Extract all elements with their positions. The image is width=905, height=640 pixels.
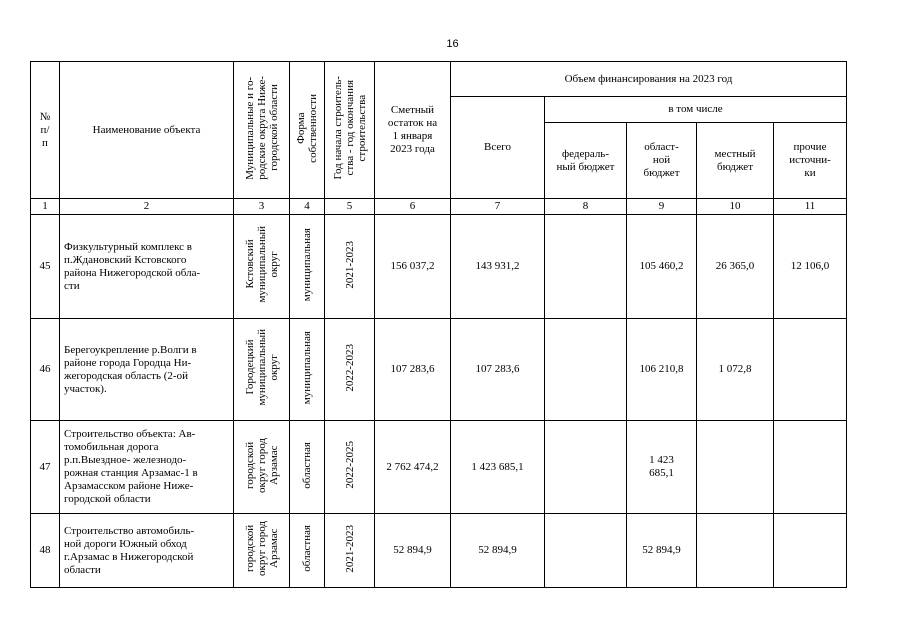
- federal-cell: [545, 319, 627, 421]
- header-ownership: Форма собственности: [290, 62, 325, 199]
- estimate-cell: 156 037,2: [375, 215, 451, 319]
- header-regional: област- ной бюджет: [627, 123, 697, 199]
- row-number: 45: [31, 215, 60, 319]
- ownership-cell: областная: [290, 514, 325, 588]
- ownership-cell: муниципальная: [290, 215, 325, 319]
- total-cell: 107 283,6: [451, 319, 545, 421]
- header-row-1: [31, 62, 847, 97]
- regional-cell: 105 460,2: [627, 215, 697, 319]
- estimate-cell: 107 283,6: [375, 319, 451, 421]
- years-cell: 2022-2025: [325, 421, 375, 514]
- column-number: 11: [774, 199, 847, 215]
- other-cell: [774, 514, 847, 588]
- column-number: 3: [234, 199, 290, 215]
- header-federal: федераль- ный бюджет: [545, 123, 627, 199]
- financing-table: [30, 61, 847, 588]
- column-number: 7: [451, 199, 545, 215]
- column-number: 6: [375, 199, 451, 215]
- total-cell: 52 894,9: [451, 514, 545, 588]
- other-cell: [774, 421, 847, 514]
- local-cell: 1 072,8: [697, 319, 774, 421]
- object-name: Строительство объекта: Ав- томобильная дорога р.п.Выездное- железнодо- рожная станция Арзамас-1 в Арзамасском районе Ниже- городской области: [60, 421, 234, 514]
- estimate-cell: 52 894,9: [375, 514, 451, 588]
- other-cell: 12 106,0: [774, 215, 847, 319]
- federal-cell: [545, 421, 627, 514]
- header-no: № п/ п: [31, 62, 60, 199]
- column-number: 2: [60, 199, 234, 215]
- column-number-row: [31, 199, 847, 215]
- estimate-cell: 2 762 474,2: [375, 421, 451, 514]
- years-cell: 2021-2023: [325, 215, 375, 319]
- object-name: Строительство автомобиль- ной дороги Южный обход г.Арзамас в Нижегородской области: [60, 514, 234, 588]
- total-cell: 1 423 685,1: [451, 421, 545, 514]
- column-number: 1: [31, 199, 60, 215]
- header-estimate: Сметный остаток на 1 января 2023 года: [375, 62, 451, 199]
- column-number: 4: [290, 199, 325, 215]
- regional-cell: 1 423 685,1: [627, 421, 697, 514]
- page-number: 16: [446, 38, 459, 50]
- table-row: [31, 319, 847, 421]
- header-municipality: Муниципальные и го- родские округа Ниже- городской области: [234, 62, 290, 199]
- row-number: 48: [31, 514, 60, 588]
- years-cell: 2022-2023: [325, 319, 375, 421]
- local-cell: [697, 514, 774, 588]
- table-row: [31, 215, 847, 319]
- regional-cell: 106 210,8: [627, 319, 697, 421]
- object-name: Физкультурный комплекс в п.Ждановский Кстовского района Нижегородской обла- сти: [60, 215, 234, 319]
- header-funding: Объем финансирования на 2023 год: [451, 62, 847, 97]
- municipality-cell: городской округ город Арзамас: [234, 514, 290, 588]
- row-number: 47: [31, 421, 60, 514]
- header-local: местный бюджет: [697, 123, 774, 199]
- municipality-cell: Кстовский муниципальный округ: [234, 215, 290, 319]
- years-cell: 2021-2023: [325, 514, 375, 588]
- header-including: в том числе: [545, 97, 847, 123]
- regional-cell: 52 894,9: [627, 514, 697, 588]
- object-name: Берегоукрепление р.Волги в районе города Городца Ни- жегородская область (2-ой участок).: [60, 319, 234, 421]
- total-cell: 143 931,2: [451, 215, 545, 319]
- table-row: [31, 514, 847, 588]
- municipality-cell: городской округ город Арзамас: [234, 421, 290, 514]
- other-cell: [774, 319, 847, 421]
- federal-cell: [545, 514, 627, 588]
- header-other: прочие источни- ки: [774, 123, 847, 199]
- column-number: 8: [545, 199, 627, 215]
- column-number: 9: [627, 199, 697, 215]
- federal-cell: [545, 215, 627, 319]
- header-name: Наименование объекта: [60, 62, 234, 199]
- column-number: 5: [325, 199, 375, 215]
- municipality-cell: Городецкий муниципальный округ: [234, 319, 290, 421]
- ownership-cell: муниципальная: [290, 319, 325, 421]
- ownership-cell: областная: [290, 421, 325, 514]
- column-number: 10: [697, 199, 774, 215]
- header-total: Всего: [451, 97, 545, 199]
- row-number: 46: [31, 319, 60, 421]
- local-cell: [697, 421, 774, 514]
- table-row: [31, 421, 847, 514]
- header-years: Год начала строитель- ства - год окончания строительства: [325, 62, 375, 199]
- local-cell: 26 365,0: [697, 215, 774, 319]
